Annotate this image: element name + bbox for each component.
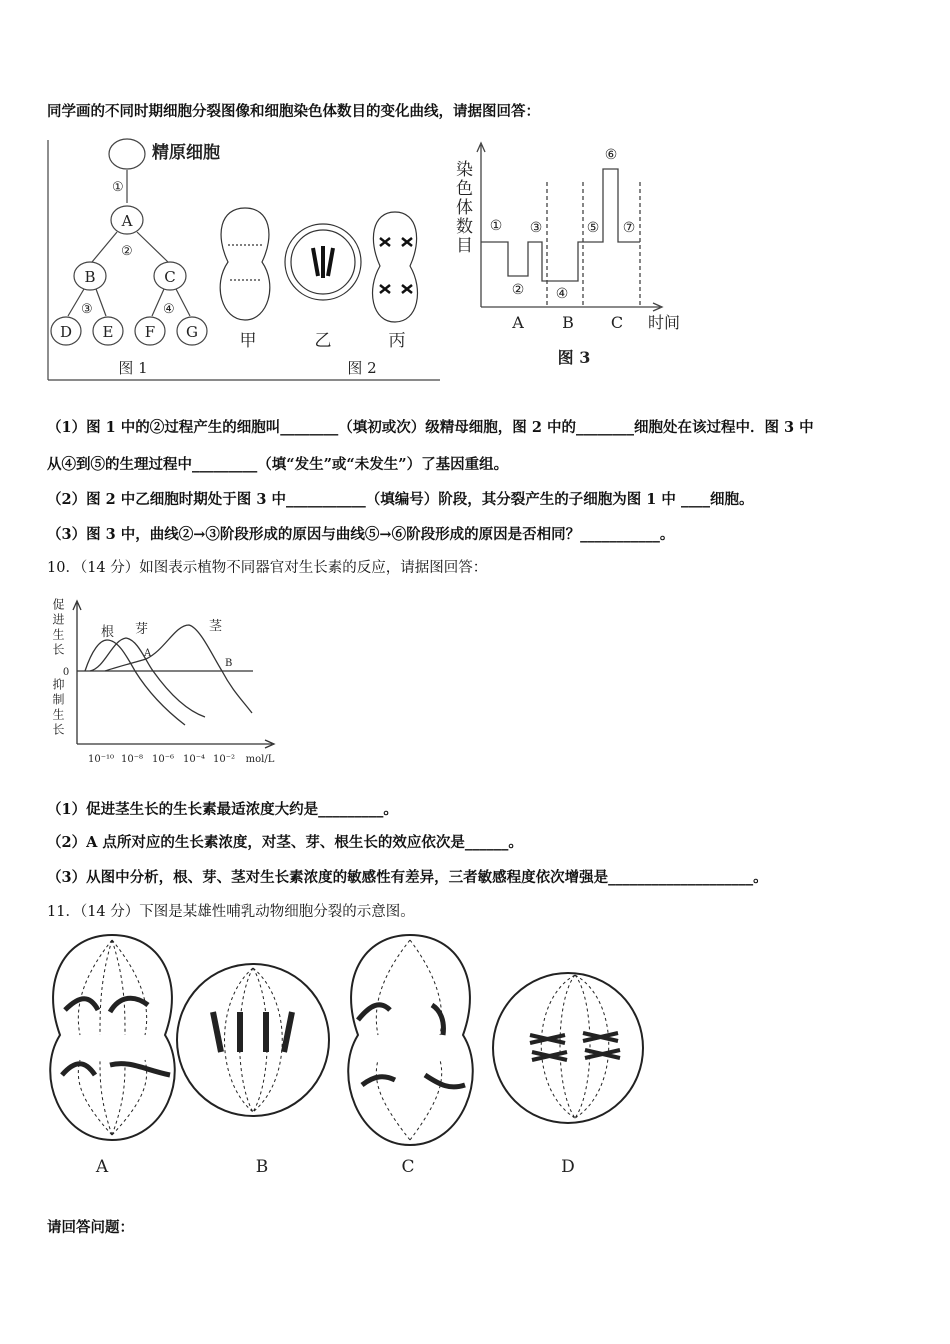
fig3-ylabel: 染色体数目 (452, 160, 472, 255)
root-curve (85, 640, 185, 725)
point-b-label: B (225, 658, 233, 669)
fig3-caption: 图 3 (557, 348, 591, 367)
cell-label: B (255, 1157, 269, 1177)
fig2-cell-label: 乙 (314, 331, 332, 351)
q9-line: （2）图 2 中乙细胞时期处于图 3 中___________（填编号）阶段，其分裂产生的子细胞为图 1 中 ____细胞。 (47, 491, 754, 508)
q11-footer: 请回答问题： (47, 1219, 134, 1236)
q9-line: （1）图 1 中的②过程产生的细胞叫________（填初或次）级精母细胞，图 2 中的________细胞处在该过程中．图 3 中 (47, 419, 814, 436)
x-tick: 10⁻¹⁰ (87, 754, 115, 765)
y-label-promote: 促进生长 (51, 598, 65, 658)
cell-d (493, 973, 643, 1123)
x-tick: 10⁻⁴ (182, 754, 206, 765)
fig3-segment: ① (489, 218, 503, 234)
fig3-segment: ② (511, 282, 525, 298)
fig1-node: C (164, 268, 176, 286)
point-a-label: A (144, 648, 152, 659)
fig3-segment: ⑦ (622, 220, 636, 236)
fig1-step: ② (121, 244, 133, 259)
q10-title: 10．（14 分）如图表示植物不同器官对生长素的反应，请据图回答： (47, 560, 488, 576)
curve-label-root: 根 (101, 625, 115, 640)
q9-line: （3）图 3 中，曲线②→③阶段形成的原因与曲线⑤→⑥阶段形成的原因是否相同？___________。 (47, 526, 675, 543)
fig1-caption: 图 1 (118, 359, 148, 377)
q10-question: （2）A 点所对应的生长素浓度，对茎、芽、根生长的效应依次是______。 (47, 834, 523, 851)
cell-c (348, 935, 473, 1145)
fig2-cell-label: 甲 (239, 331, 257, 351)
q9-line: 从④到⑤的生理过程中_________（填“发生”或“未发生”）了基因重组。 (47, 456, 509, 473)
curve-label-bud: 芽 (135, 622, 149, 637)
curve-label-stem: 茎 (209, 619, 223, 634)
cell-label: A (95, 1157, 109, 1177)
fig1-node: B (84, 268, 96, 286)
cell-label: D (561, 1157, 575, 1177)
cell-a (50, 935, 175, 1140)
fig1-step: ④ (163, 302, 175, 317)
x-tick: 10⁻⁶ (151, 754, 175, 765)
q10-question: （1）促进茎生长的生长素最适浓度大约是_________。 (47, 801, 398, 818)
cell-b (177, 964, 329, 1116)
fig1-node: E (102, 323, 114, 341)
y-label-inhibit: 抑制生长 (51, 678, 65, 738)
q11-title: 11．（14 分）下图是某雄性哺乳动物细胞分裂的示意图。 (47, 904, 415, 920)
y-zero: 0 (62, 667, 70, 678)
fig3-segment: ⑥ (604, 147, 618, 163)
fig3-segment: ④ (555, 286, 569, 302)
x-tick: 10⁻² (212, 754, 236, 765)
fig2-cell-label: 丙 (388, 331, 406, 351)
fig1-step: ③ (81, 302, 93, 317)
fig1-step: ① (112, 180, 124, 195)
fig1-top-label: 精原细胞 (152, 143, 220, 163)
fig1-node: A (121, 212, 133, 230)
x-unit: mol/L (245, 754, 275, 765)
intro-text: 同学画的不同时期细胞分裂图像和细胞染色体数目的变化曲线，请据图回答： (47, 103, 540, 120)
fig1-node: F (144, 323, 156, 341)
cell-label: C (401, 1157, 415, 1177)
fig3-segment: ⑤ (586, 220, 600, 236)
fig3-segment: ③ (529, 220, 543, 236)
fig1-node: G (186, 323, 198, 341)
x-tick: 10⁻⁸ (120, 754, 144, 765)
figure-2 (220, 208, 417, 322)
fig1-node: D (59, 323, 73, 341)
fig2-caption: 图 2 (347, 359, 377, 377)
auxin-graph (73, 601, 274, 748)
q10-question: （3）从图中分析，根、芽、茎对生长素浓度的敏感性有差异，三者敏感程度依次增强是____________________。 (47, 869, 768, 886)
fig3-xlabel: 时间 (647, 313, 681, 332)
fig3-phase: B (562, 313, 574, 332)
q11-cells (50, 935, 643, 1145)
fig3-phase: C (610, 313, 624, 332)
fig3-phase: A (512, 313, 524, 332)
